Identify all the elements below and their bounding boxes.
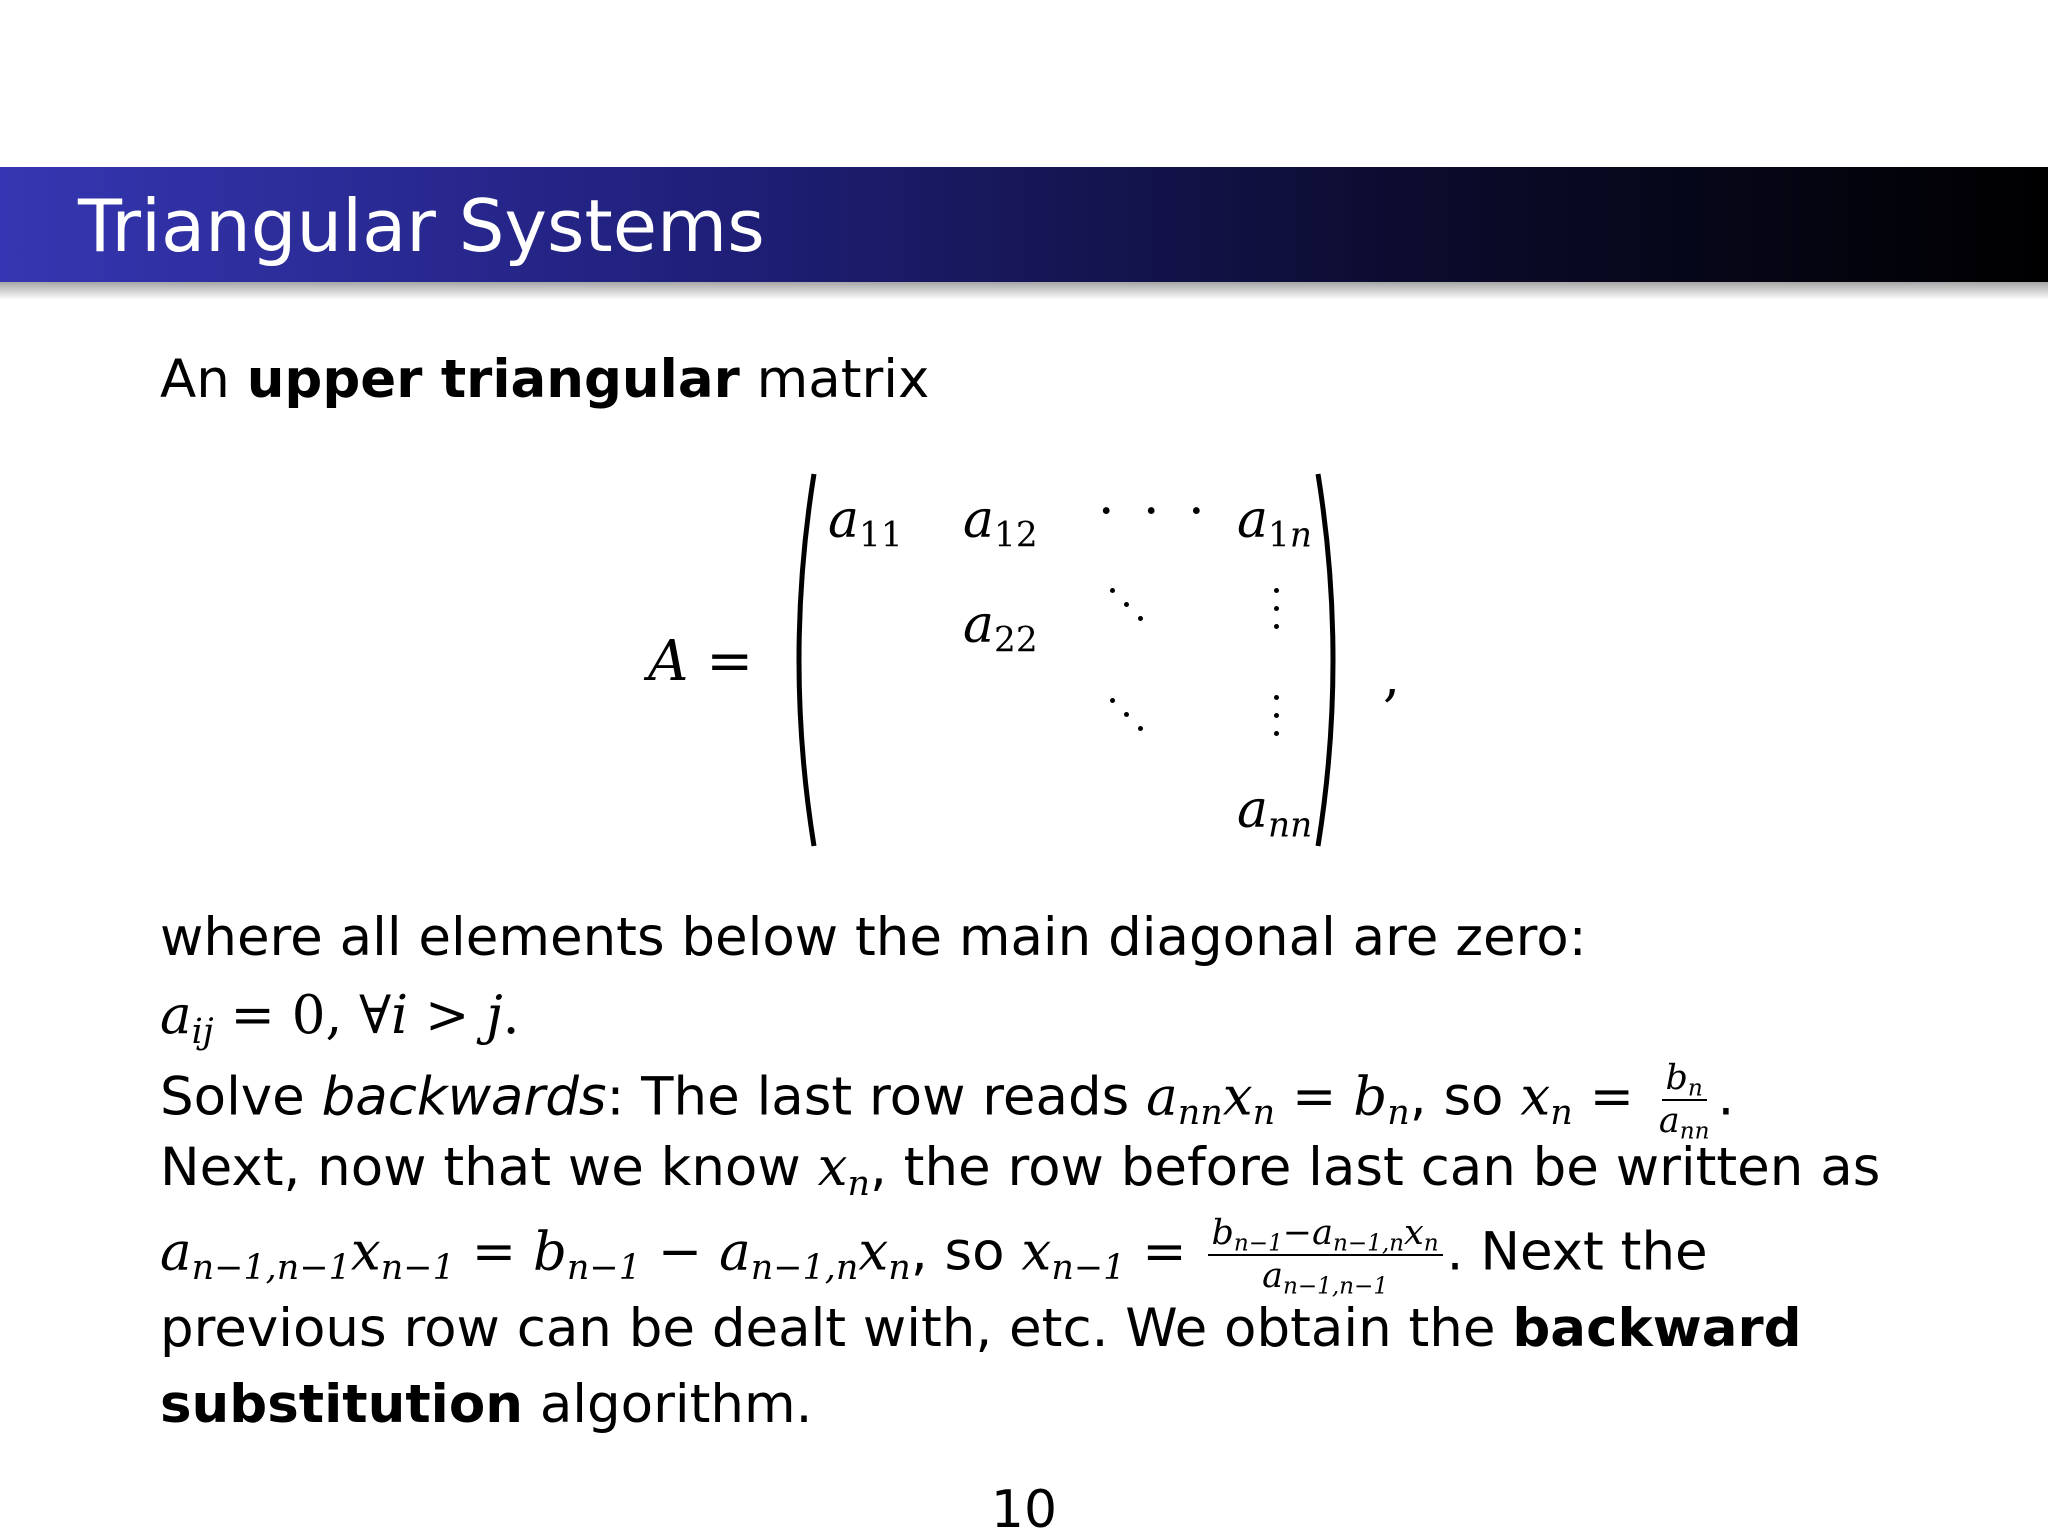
intro-line bbox=[160, 348, 929, 412]
slide-title: Triangular Systems bbox=[78, 184, 765, 268]
fraction-bn-over-ann: $\frac{b_n}{a_{nn}}$ bbox=[1658, 1058, 1710, 1145]
matrix-comma: , bbox=[1383, 645, 1401, 708]
body-line-1: where all elements below the main diagonal are zero: bbox=[160, 907, 1587, 968]
body-line-5: $a_{n-1,n-1}x_{n-1} = b_{n-1} - a_{n-1,n}x_n$, so $x_{n-1}$ = $\frac{b_{n-1}-a_{n-1,n}x_n}{a_{n-1,n-1}}$ . Next the bbox=[160, 1213, 1708, 1300]
body-line-3: Solve backwards: The last row reads $a_{nn}x_n = b_n$, so $x_n$ = $\frac{b_n}{a_{nn}}$ . bbox=[160, 1058, 1735, 1145]
cell-a1n: $a_{1n}$ bbox=[1237, 490, 1312, 556]
vdots-2 bbox=[1274, 695, 1280, 749]
intro-prefix: An bbox=[160, 349, 247, 410]
cell-cdots: · · · bbox=[1098, 482, 1211, 542]
title-bar-shadow bbox=[0, 282, 2048, 300]
left-paren bbox=[780, 470, 820, 850]
body-line-7: substitution algorithm. bbox=[160, 1374, 813, 1435]
fraction-backsub: $\frac{b_{n-1}-a_{n-1,n}x_n}{a_{n-1,n-1}}$ bbox=[1208, 1215, 1443, 1294]
cell-a11: $a_{11}$ bbox=[828, 490, 903, 556]
right-paren bbox=[1312, 470, 1352, 850]
intro-suffix: matrix bbox=[739, 349, 930, 410]
matrix-lhs: A = bbox=[648, 629, 754, 694]
cell-a22: $a_{22}$ bbox=[963, 595, 1038, 661]
body-line-2: $a_{ij} = 0$, ∀i > j. bbox=[160, 985, 520, 1052]
body-line-4: Next, now that we know $x_n$, the row before last can be written as bbox=[160, 1137, 1881, 1204]
cell-a12: $a_{12}$ bbox=[963, 490, 1038, 556]
vdots-1 bbox=[1274, 588, 1280, 642]
cell-ann: $a_{nn}$ bbox=[1237, 780, 1313, 846]
body-line-6: previous row can be dealt with, etc. We obtain the backward bbox=[160, 1298, 1802, 1359]
matrix-display bbox=[0, 470, 2048, 860]
intro-bold: upper triangular bbox=[246, 349, 740, 410]
page-number: 10 bbox=[990, 1480, 1058, 1540]
